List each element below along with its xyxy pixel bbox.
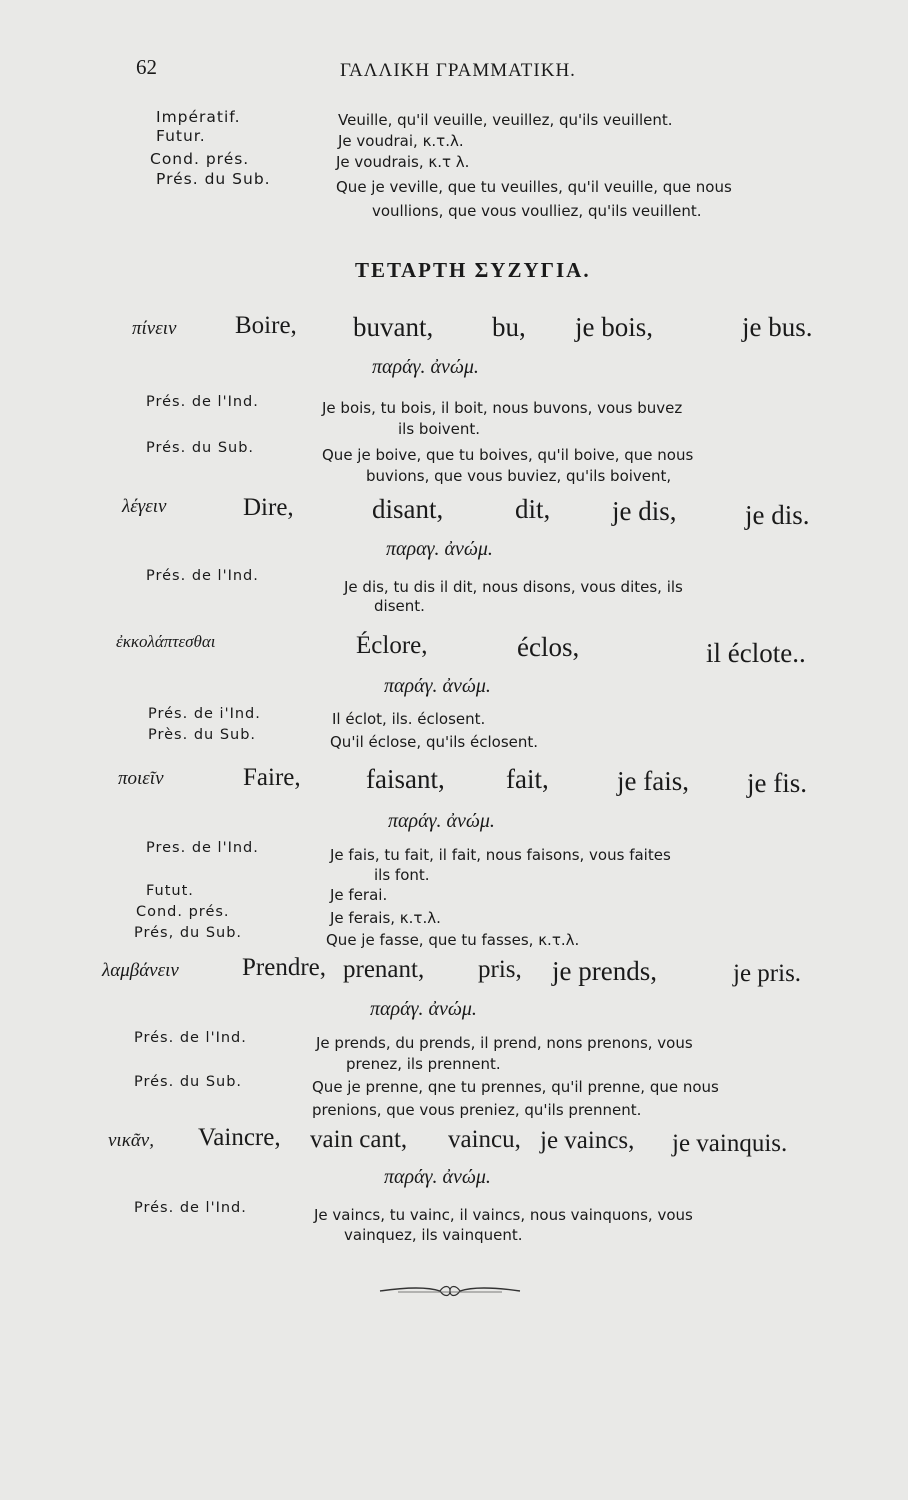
tense-label: Prés. de l'Ind.: [134, 1200, 247, 1216]
text-line: Je vaincs, tu vainc, il vaincs, nous vainquons, vous: [314, 1206, 693, 1224]
page-number: 62: [136, 55, 157, 79]
text-line: prenions, que vous preniez, qu'ils prennent.: [312, 1101, 642, 1119]
verb-form: je dis.: [745, 500, 810, 530]
verb-form: je fais,: [617, 766, 689, 796]
text-line: Je dis, tu dis il dit, nous disons, vous dites, ils: [344, 578, 683, 596]
greek-gloss: νικᾶν,: [108, 1130, 154, 1151]
verb-form: Vaincre,: [198, 1124, 281, 1151]
text-line: Je voudrais, κ.τ λ.: [336, 153, 470, 171]
verb-form: éclos,: [517, 632, 580, 662]
verb-form: disant,: [372, 494, 444, 524]
tense-label: Cond. prés.: [136, 904, 230, 920]
text-line: Que je fasse, que tu fasses, κ.τ.λ.: [326, 931, 580, 949]
abbreviation: παράγ. ἀνώμ.: [370, 998, 477, 1020]
verb-form: pris,: [478, 956, 522, 983]
tense-label: Près. du Sub.: [148, 727, 257, 743]
abbreviation: παράγ. ἀνώμ.: [384, 675, 491, 697]
verb-form: je vaincs,: [540, 1127, 635, 1154]
verb-form: buvant,: [353, 312, 434, 342]
tense-label: Pres. de l'Ind.: [146, 840, 259, 856]
verb-form: je vainquis.: [672, 1130, 788, 1157]
text-line: vainquez, ils vainquent.: [344, 1226, 523, 1244]
verb-form: fait,: [506, 764, 549, 794]
text-line: Il éclot, ils. éclosent.: [332, 710, 486, 728]
text-line: Je prends, du prends, il prend, nons prenons, vous: [316, 1034, 693, 1052]
text-line: Que je prenne, qne tu prennes, qu'il prenne, que nous: [312, 1078, 719, 1096]
running-head: ΓΑΛΛΙΚΗ ΓΡΑΜΜΑΤΙΚΗ.: [340, 60, 576, 81]
text-line: Veuille, qu'il veuille, veuillez, qu'ils veuillent.: [338, 111, 673, 129]
verb-form: Dire,: [243, 494, 294, 521]
tense-label: Prés. du Sub.: [146, 440, 255, 456]
text-line: Que je veville, que tu veuilles, qu'il veuille, que nous: [336, 178, 732, 196]
verb-form: Faire,: [243, 764, 301, 791]
greek-gloss: λαμβάνειν: [102, 960, 179, 981]
verb-form: je dis,: [612, 496, 677, 526]
verb-form: Éclore,: [356, 632, 428, 659]
tense-label: Futut.: [146, 883, 194, 899]
verb-form: bu,: [492, 312, 526, 342]
tense-label: Impératif.: [156, 108, 241, 126]
text-line: ils boivent.: [398, 420, 481, 438]
verb-form: Boire,: [235, 312, 297, 339]
tense-label: Prés. de l'Ind.: [146, 568, 259, 584]
tense-label: Prés. de l'Ind.: [134, 1030, 247, 1046]
text-line: ils font.: [374, 866, 430, 884]
text-line: buvions, que vous buviez, qu'ils boivent,: [366, 467, 672, 485]
verb-form: je bus.: [742, 312, 813, 342]
greek-gloss: πίνειν: [132, 318, 177, 339]
tense-label: Cond. prés.: [150, 150, 250, 168]
text-line: Qu'il éclose, qu'ils éclosent.: [330, 733, 539, 751]
verb-form: je pris.: [733, 960, 802, 987]
tense-label: Prés. du Sub.: [156, 170, 271, 188]
greek-gloss: ἐκκολάπτεσθαι: [116, 632, 216, 651]
abbreviation: παραγ. ἀνώμ.: [386, 538, 493, 560]
verb-form: vaincu,: [448, 1126, 521, 1153]
verb-form: je bois,: [575, 312, 653, 342]
abbreviation: παράγ. ἀνώμ.: [388, 810, 495, 832]
verb-form: il éclote..: [706, 638, 806, 668]
text-line: Je voudrai, κ.τ.λ.: [338, 132, 464, 150]
verb-form: prenant,: [343, 956, 425, 983]
text-line: Que je boive, que tu boives, qu'il boive, que nous: [322, 446, 694, 464]
text-line: Je ferais, κ.τ.λ.: [330, 909, 441, 927]
tense-label: Futur.: [156, 127, 206, 145]
text-line: prenez, ils prennent.: [346, 1055, 501, 1073]
section-title: ΤΕΤΑΡΤΗ ΣΥΖΥΓΙΑ.: [355, 258, 591, 282]
abbreviation: παράγ. ἀνώμ.: [384, 1166, 491, 1188]
text-line: voullions, que vous voulliez, qu'ils veuillent.: [372, 202, 702, 220]
text-line: Je fais, tu fait, il fait, nous faisons, vous faites: [330, 846, 671, 864]
verb-form: dit,: [515, 494, 551, 524]
abbreviation: παράγ. ἀνώμ.: [372, 356, 479, 378]
ornament-divider: [378, 1282, 522, 1300]
tense-label: Prés, du Sub.: [134, 925, 243, 941]
verb-form: je fis.: [747, 768, 807, 798]
tense-label: Prés. du Sub.: [134, 1074, 243, 1090]
greek-gloss: ποιεῖν: [118, 768, 164, 789]
verb-form: Prendre,: [242, 954, 326, 981]
tense-label: Prés. de i'Ind.: [148, 706, 261, 722]
tense-label: Prés. de l'Ind.: [146, 394, 259, 410]
verb-form: vain cant,: [310, 1126, 408, 1153]
verb-form: faisant,: [366, 764, 445, 794]
verb-form: je prends,: [552, 956, 657, 986]
text-line: Je bois, tu bois, il boit, nous buvons, vous buvez: [322, 399, 683, 417]
text-line: Je ferai.: [330, 886, 388, 904]
text-line: disent.: [374, 597, 425, 615]
greek-gloss: λέγειν: [122, 496, 167, 517]
